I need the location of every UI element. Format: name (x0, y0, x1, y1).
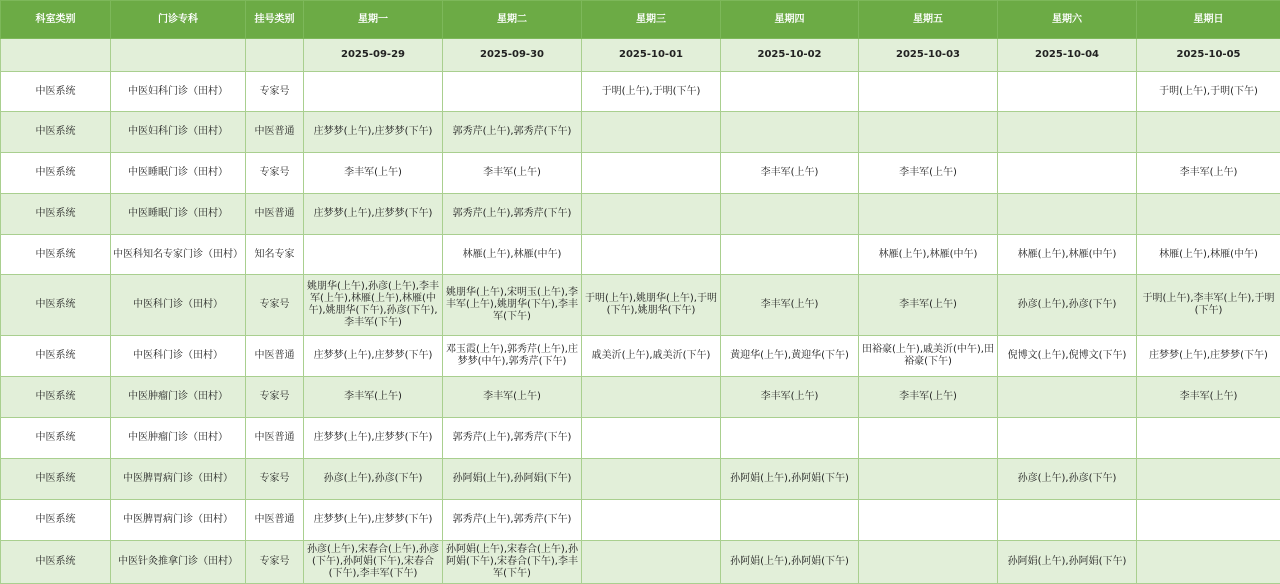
day-cell: 庄梦梦(上午),庄梦梦(下午) (304, 418, 443, 459)
dept-cell: 中医系统 (1, 500, 111, 541)
day-cell: 黄迎华(上午),黄迎华(下午) (721, 336, 859, 377)
col-header: 星期五 (859, 1, 998, 39)
day-cell: 姚朋华(上午),孙彦(上午),李丰军(上午),林雁(上午),林雁(中午),姚朋华(下午),孙彦(下午),李丰军(下午) (304, 275, 443, 336)
day-cell: 林雁(上午),林雁(中午) (998, 235, 1137, 275)
day-cell (998, 72, 1137, 112)
day-cell: 林雁(上午),林雁(中午) (859, 235, 998, 275)
day-cell: 李丰军(上午) (859, 377, 998, 418)
dept-cell: 中医系统 (1, 336, 111, 377)
clinic-cell: 中医科门诊（田村） (111, 275, 246, 336)
day-cell (721, 418, 859, 459)
clinic-cell: 中医脾胃病门诊（田村） (111, 500, 246, 541)
day-cell (1137, 112, 1280, 153)
dept-cell: 中医系统 (1, 235, 111, 275)
day-cell (998, 377, 1137, 418)
day-cell: 庄梦梦(上午),庄梦梦(下午) (304, 194, 443, 235)
table-row (1, 541, 1280, 584)
col-header: 科室类别 (1, 1, 111, 39)
dept-cell: 中医系统 (1, 377, 111, 418)
day-cell (998, 112, 1137, 153)
day-cell (1137, 418, 1280, 459)
date-cell-empty (1, 39, 111, 72)
day-cell (859, 418, 998, 459)
day-cell: 孙阿娟(上午),孙阿娟(下午) (721, 541, 859, 584)
day-cell: 孙阿娟(上午),孙阿娟(下午) (443, 459, 582, 500)
day-cell: 李丰军(上午) (304, 153, 443, 194)
header-row (1, 1, 1280, 39)
dept-cell: 中医系统 (1, 72, 111, 112)
col-header: 挂号类别 (246, 1, 304, 39)
col-header: 门诊专科 (111, 1, 246, 39)
day-cell: 邓玉霞(上午),郭秀芹(上午),庄梦梦(中午),郭秀芹(下午) (443, 336, 582, 377)
date-cell: 2025-09-30 (443, 39, 582, 72)
day-cell (582, 377, 721, 418)
day-cell: 庄梦梦(上午),庄梦梦(下午) (304, 112, 443, 153)
day-cell: 李丰军(上午) (721, 377, 859, 418)
clinic-cell: 中医妇科门诊（田村） (111, 72, 246, 112)
day-cell (998, 194, 1137, 235)
day-cell (721, 194, 859, 235)
table-row (1, 459, 1280, 500)
day-cell: 孙阿娟(上午),孙阿娟(下午) (998, 541, 1137, 584)
date-cell: 2025-10-03 (859, 39, 998, 72)
day-cell: 郭秀芹(上午),郭秀芹(下午) (443, 500, 582, 541)
dept-cell: 中医系统 (1, 194, 111, 235)
day-cell: 孙彦(上午),孙彦(下午) (998, 275, 1137, 336)
type-cell: 中医普通 (246, 112, 304, 153)
day-cell: 郭秀芹(上午),郭秀芹(下午) (443, 418, 582, 459)
clinic-cell: 中医脾胃病门诊（田村） (111, 459, 246, 500)
day-cell: 李丰军(上午) (721, 153, 859, 194)
day-cell: 田裕豪(上午),戚美沂(中午),田裕豪(下午) (859, 336, 998, 377)
day-cell: 于明(上午),于明(下午) (1137, 72, 1280, 112)
clinic-cell: 中医睡眠门诊（田村） (111, 153, 246, 194)
date-cell: 2025-10-04 (998, 39, 1137, 72)
day-cell: 李丰军(上午) (721, 275, 859, 336)
date-cell: 2025-10-02 (721, 39, 859, 72)
dept-cell: 中医系统 (1, 275, 111, 336)
day-cell: 林雁(上午),林雁(中午) (1137, 235, 1280, 275)
schedule-body (1, 72, 1280, 584)
day-cell: 孙彦(上午),孙彦(下午) (304, 459, 443, 500)
dept-cell: 中医系统 (1, 418, 111, 459)
day-cell: 林雁(上午),林雁(中午) (443, 235, 582, 275)
col-header: 星期三 (582, 1, 721, 39)
type-cell: 中医普通 (246, 336, 304, 377)
day-cell (721, 72, 859, 112)
type-cell: 中医普通 (246, 500, 304, 541)
day-cell (859, 72, 998, 112)
day-cell (721, 235, 859, 275)
day-cell (443, 72, 582, 112)
day-cell (859, 500, 998, 541)
table-row (1, 500, 1280, 541)
type-cell: 中医普通 (246, 418, 304, 459)
clinic-cell: 中医睡眠门诊（田村） (111, 194, 246, 235)
day-cell (582, 418, 721, 459)
day-cell: 于明(上午),于明(下午) (582, 72, 721, 112)
day-cell (582, 500, 721, 541)
day-cell (582, 235, 721, 275)
day-cell: 李丰军(上午) (443, 153, 582, 194)
day-cell (1137, 194, 1280, 235)
day-cell (859, 112, 998, 153)
day-cell (859, 194, 998, 235)
date-cell-empty (246, 39, 304, 72)
day-cell: 孙彦(上午),孙彦(下午) (998, 459, 1137, 500)
day-cell (998, 153, 1137, 194)
dept-cell: 中医系统 (1, 112, 111, 153)
table-row (1, 153, 1280, 194)
day-cell (582, 541, 721, 584)
clinic-cell: 中医针灸推拿门诊（田村） (111, 541, 246, 584)
date-row (1, 39, 1280, 72)
day-cell: 李丰军(上午) (1137, 377, 1280, 418)
day-cell (582, 194, 721, 235)
day-cell (304, 72, 443, 112)
col-header: 星期二 (443, 1, 582, 39)
col-header: 星期日 (1137, 1, 1280, 39)
day-cell: 郭秀芹(上午),郭秀芹(下午) (443, 194, 582, 235)
table-row (1, 377, 1280, 418)
day-cell: 庄梦梦(上午),庄梦梦(下午) (1137, 336, 1280, 377)
type-cell: 专家号 (246, 153, 304, 194)
date-cell-empty (111, 39, 246, 72)
day-cell: 于明(上午),姚朋华(上午),于明(下午),姚朋华(下午) (582, 275, 721, 336)
day-cell: 倪博文(上午),倪博文(下午) (998, 336, 1137, 377)
clinic-cell: 中医肿瘤门诊（田村） (111, 377, 246, 418)
day-cell (721, 500, 859, 541)
day-cell: 庄梦梦(上午),庄梦梦(下午) (304, 336, 443, 377)
day-cell: 孙彦(上午),宋春合(上午),孙彦(下午),孙阿娟(下午),宋春合(下午),李丰军(下午) (304, 541, 443, 584)
table-row (1, 418, 1280, 459)
day-cell: 庄梦梦(上午),庄梦梦(下午) (304, 500, 443, 541)
table-row (1, 235, 1280, 275)
col-header: 星期一 (304, 1, 443, 39)
clinic-cell: 中医科门诊（田村） (111, 336, 246, 377)
dept-cell: 中医系统 (1, 153, 111, 194)
day-cell: 李丰军(上午) (443, 377, 582, 418)
clinic-cell: 中医科知名专家门诊（田村） (111, 235, 246, 275)
type-cell: 专家号 (246, 459, 304, 500)
day-cell: 李丰军(上午) (859, 275, 998, 336)
clinic-cell: 中医肿瘤门诊（田村） (111, 418, 246, 459)
day-cell: 戚美沂(上午),戚美沂(下午) (582, 336, 721, 377)
day-cell (582, 112, 721, 153)
col-header: 星期六 (998, 1, 1137, 39)
day-cell (721, 112, 859, 153)
type-cell: 中医普通 (246, 194, 304, 235)
day-cell (304, 235, 443, 275)
dept-cell: 中医系统 (1, 541, 111, 584)
day-cell (582, 459, 721, 500)
table-row (1, 336, 1280, 377)
day-cell (998, 500, 1137, 541)
date-cell: 2025-10-01 (582, 39, 721, 72)
day-cell: 李丰军(上午) (1137, 153, 1280, 194)
day-cell (1137, 541, 1280, 584)
date-cell: 2025-09-29 (304, 39, 443, 72)
day-cell: 于明(上午),李丰军(上午),于明(下午) (1137, 275, 1280, 336)
day-cell: 孙阿娟(上午),宋春合(上午),孙阿娟(下午),宋春合(下午),李丰军(下午) (443, 541, 582, 584)
day-cell (1137, 459, 1280, 500)
day-cell (859, 459, 998, 500)
type-cell: 专家号 (246, 275, 304, 336)
day-cell: 郭秀芹(上午),郭秀芹(下午) (443, 112, 582, 153)
type-cell: 专家号 (246, 377, 304, 418)
day-cell: 姚朋华(上午),宋明玉(上午),李丰军(上午),姚朋华(下午),李丰军(下午) (443, 275, 582, 336)
table-row (1, 275, 1280, 336)
day-cell (582, 153, 721, 194)
day-cell: 李丰军(上午) (859, 153, 998, 194)
day-cell: 孙阿娟(上午),孙阿娟(下午) (721, 459, 859, 500)
table-row (1, 194, 1280, 235)
dept-cell: 中医系统 (1, 459, 111, 500)
date-cell: 2025-10-05 (1137, 39, 1280, 72)
day-cell (859, 541, 998, 584)
col-header: 星期四 (721, 1, 859, 39)
table-row (1, 112, 1280, 153)
type-cell: 专家号 (246, 72, 304, 112)
table-row (1, 72, 1280, 112)
type-cell: 知名专家 (246, 235, 304, 275)
clinic-cell: 中医妇科门诊（田村） (111, 112, 246, 153)
day-cell: 李丰军(上午) (304, 377, 443, 418)
type-cell: 专家号 (246, 541, 304, 584)
day-cell (1137, 500, 1280, 541)
day-cell (998, 418, 1137, 459)
